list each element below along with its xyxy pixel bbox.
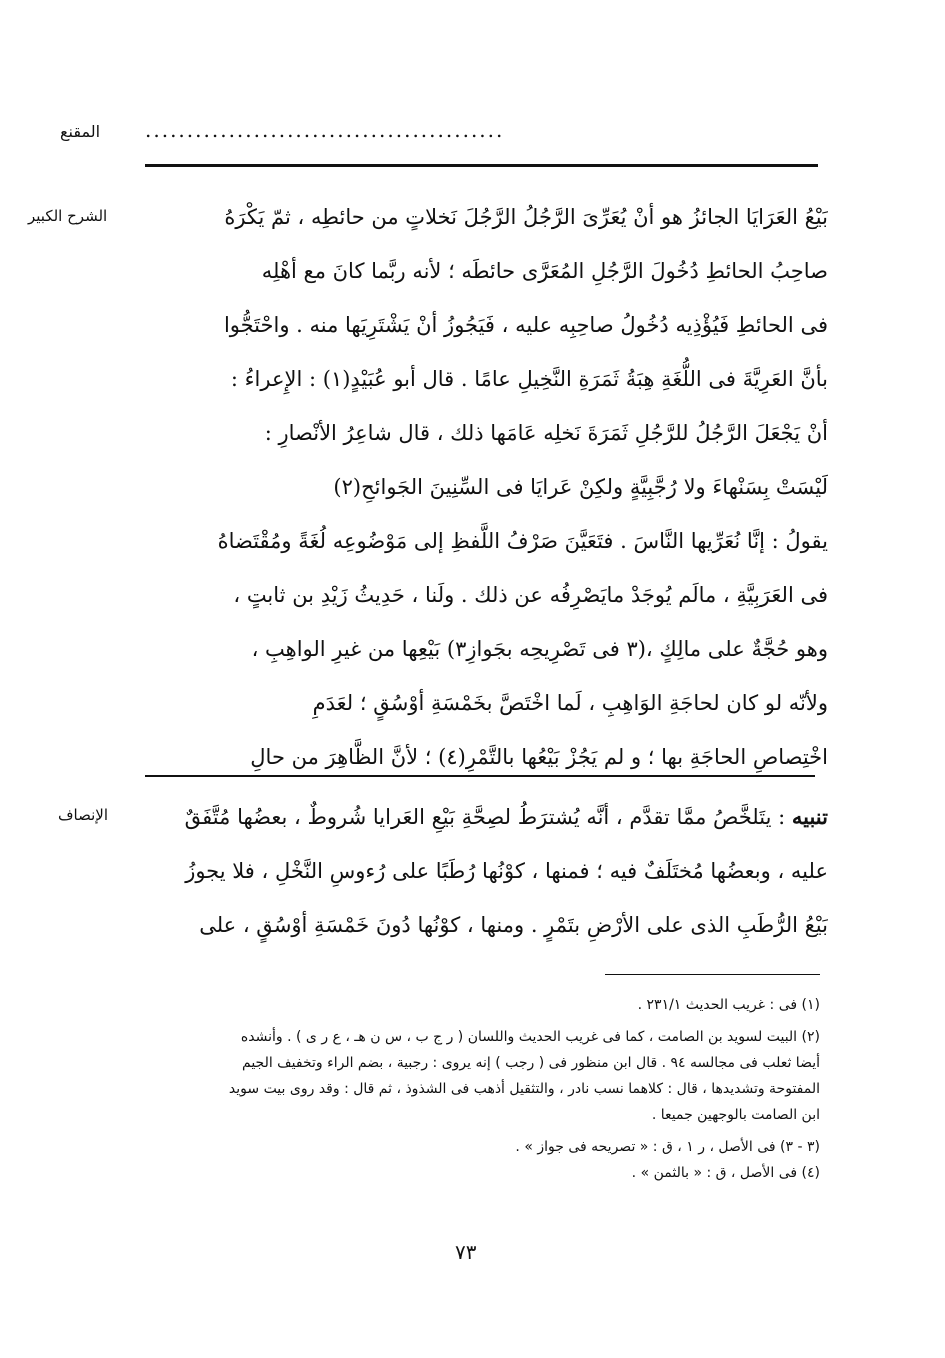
- sharh-line: فى العَرَبِيَّةِ ، مالَم يُوجَدْ مايَصْرِفُه عن ذلك . ولَنا ، حَدِيثُ زَيْدِ بن ثابتٍ ،: [233, 583, 828, 607]
- header-rule: [145, 164, 818, 167]
- tanbih-label: تنبيه: [791, 804, 828, 829]
- poetry-verse: لَيْسَتْ بِسَنْهاءَ ولا رُجَّبِيَّةٍ ولكِنْ عَرايَا فى السِّنِينَ الجَوائحِ(٢): [333, 475, 828, 499]
- sharh-line: بأنَّ العَرِيَّةَ فى اللُّغَةِ هِبَةُ ثَمَرَةِ النَّخِيلِ عامًا . قال أبو عُبَيْدٍ(١) : الإِعراءُ :: [230, 367, 828, 391]
- section-label-insaf: الإنصاف: [58, 806, 109, 824]
- footnote-2-cont: المفتوحة وتشديدها ، قال : كلاهما نسب نادر ، والتثقيل أذهب فى الشذوذ ، ثم قال : وقد روى بيت سويد: [228, 1081, 820, 1097]
- book-title: المقنع: [60, 122, 101, 141]
- sharh-line: صاحِبُ الحائطِ دُخُولَ الرَّجُلِ المُعَرَّى حائطَه ؛ لأنه ربَّما كانَ مع أهْلِه: [261, 259, 828, 283]
- section-divider: [145, 775, 815, 777]
- footnote-2: (٢) البيت لسويد بن الصامت ، كما فى غريب الحديث واللسان ( ر ج ب ، س ن هـ ، ع ر ى ) . وأنشده: [240, 1029, 820, 1045]
- insaf-line: عليه ، وبعضُها مُختَلَفٌ فيه ؛ فمنها ، كوْنُها رُطَبًا على رُءوسِ النَّخْلِ ، فلا يجوزُ: [185, 859, 828, 883]
- sharh-line: فى الحائطِ فَيُؤْذِيه دُخُولُ صاحِبِه عليه ، فَيَجُوزُ أنْ يَشْتَرِيَها منه . واحْتَجُّوا: [223, 313, 828, 337]
- footnote-rule: [605, 974, 820, 975]
- page-number: ٧٣: [455, 1240, 477, 1264]
- sharh-line: اخْتِصاصِ الحاجَةِ بها ؛ و لم يَجُزْ بَيْعُها بالتَّمْرِ(٤) ؛ لأنَّ الظَّاهِرَ من حالِ: [250, 745, 828, 769]
- sharh-text-block: [140, 190, 828, 784]
- insaf-line-text: : يتَلخَّصُ ممَّا تقدَّم ، أنَّه يُشترَطُ لصِحَّةِ بَيْعِ العَرايا شُروطٌ ، بعضُها مُتَّفَقٌ: [184, 805, 786, 829]
- insaf-line: [140, 790, 828, 844]
- section-label-sharh: الشرح الكبير: [28, 207, 108, 225]
- sharh-line: بَيْعُ العَرَايَا الجائزُ هو أنْ يُعَرِّىَ الرَّجُلُ الرَّجُلَ نَخلاتٍ من حائطِه ، ثمّ يَكْرَهُ: [224, 205, 828, 229]
- footnotes: [140, 992, 820, 1186]
- footnote-2-cont: أيضا ثعلب فى مجالسه ٩٤ . قال ابن منظور فى ( رجب ) إنه يروى : رجبية ، بضم الراء وتخفيف الجيم: [242, 1055, 820, 1071]
- footnote-2-cont: ابن الصامت بالوجهين جميعا .: [651, 1107, 820, 1123]
- sharh-line: وهو حُجَّةٌ على مالِكٍ ،(٣ فى تَصْرِيحِه بجَوازِ٣) بَيْعِها من غيرِ الواهِبِ ،: [251, 637, 828, 661]
- sharh-line: يقولُ : إنَّا نُعَرِّيها النَّاسَ . فتَعَيَّنَ صَرْفُ اللَّفظِ إلى مَوْضُوعِه لُغَةً ومُقْتَضاهُ: [217, 529, 828, 553]
- insaf-text-block: [140, 790, 828, 952]
- footnote-1: (١) فى : غريب الحديث ٢٣١/١ .: [637, 997, 820, 1013]
- insaf-line: بَيْعُ الرُّطَبِ الذى على الأرْضِ بتَمْرٍ . ومنها ، كوْنُها دُونَ خَمْسَةِ أوْسُقٍ ، على: [199, 913, 828, 937]
- header-dot-leader: ...........................................: [145, 118, 505, 142]
- sharh-line: ولأنّه لو كان لحاجَةِ الوَاهِبِ ، لَما اخْتَصَّ بخَمْسَةِ أوْسُقٍ ؛ لعَدَمِ: [312, 691, 828, 715]
- sharh-line: أنْ يَجْعَلَ الرَّجُلُ للرَّجُلِ ثَمَرَةَ نَخلِه عَامَها ذلك ، قال شاعِرُ الأنْصارِ :: [264, 421, 828, 445]
- footnote-4: (٤) فى الأصل ، ق : « بالثمن » .: [631, 1165, 820, 1181]
- footnote-3: (٣ - ٣) فى الأصل ، ر ١ ، ق : « تصريحه فى جواز » .: [515, 1139, 820, 1155]
